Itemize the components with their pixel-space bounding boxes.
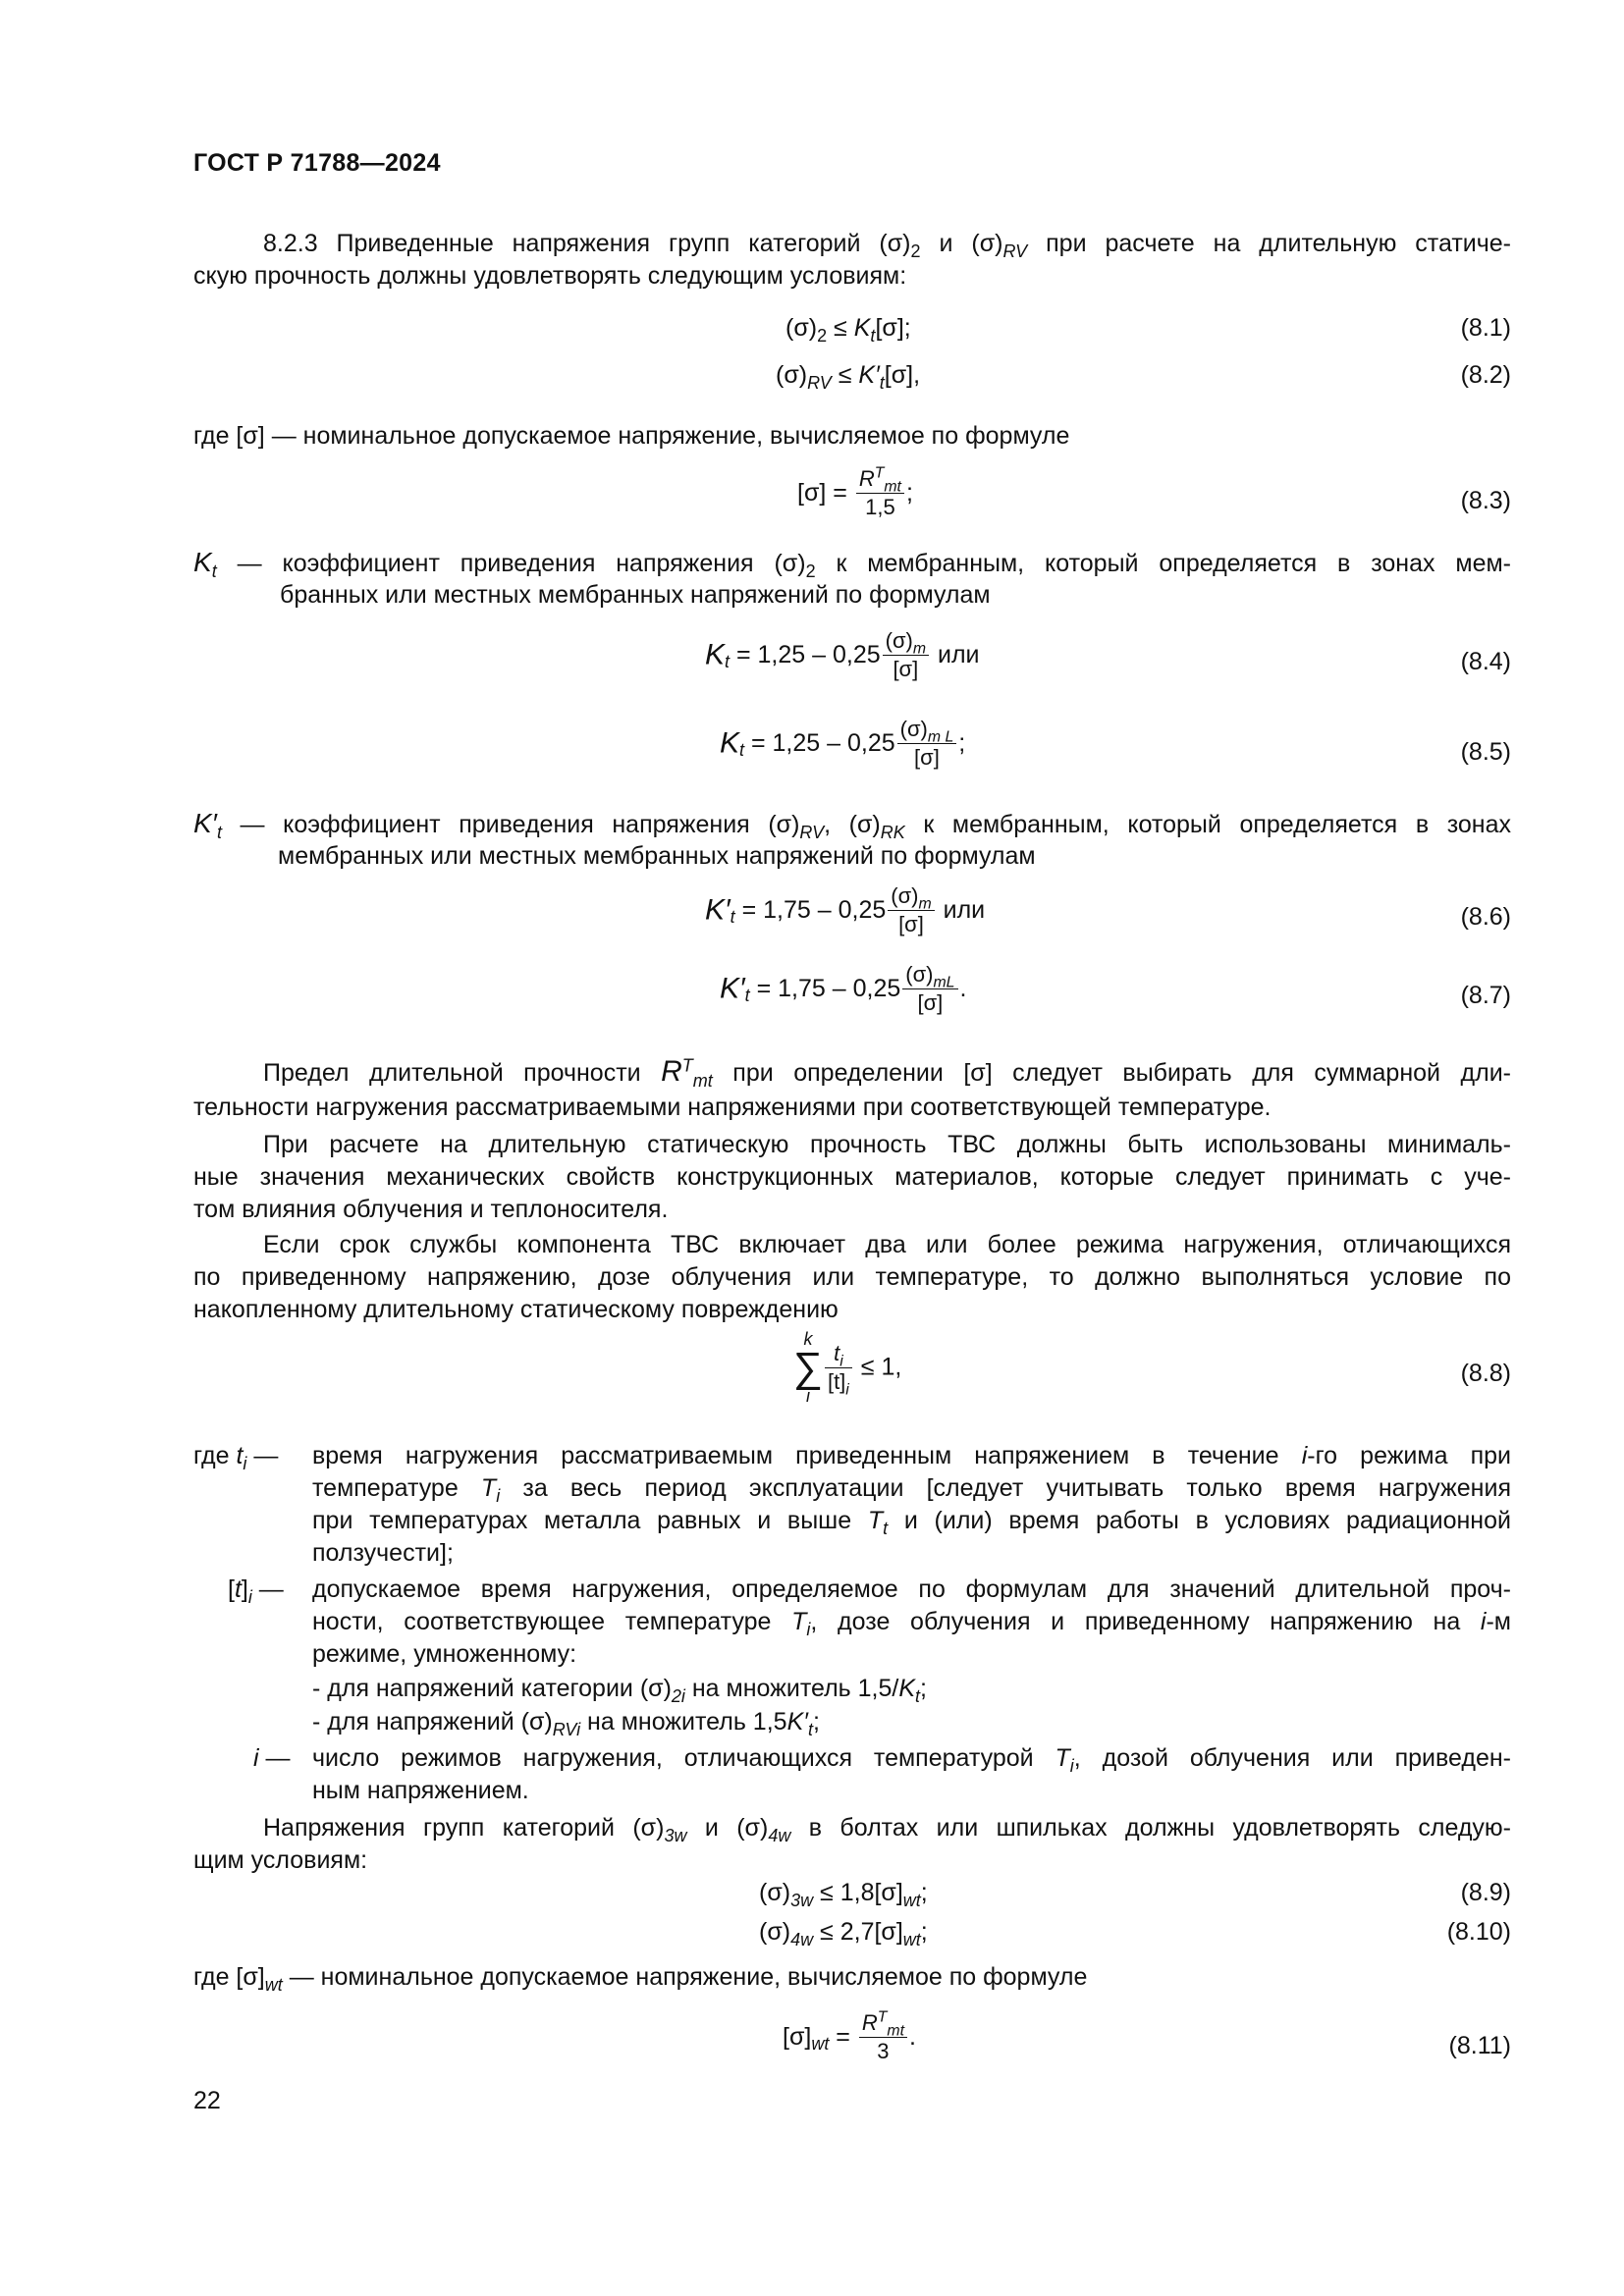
equation-number-8-2: (8.2)	[1460, 361, 1511, 389]
equation-8-7: $K'_t = 1,75 - 0,25$ $\frac{(\sigma)_{mL}}{[\sigma]}$ .	[720, 962, 967, 1015]
equation-number-8-6: (8.6)	[1460, 903, 1511, 931]
definition-ti-line1: время нагружения рассматриваемым приведенным напряжением в течение i-го режима при	[312, 1442, 1511, 1469]
definition-i-line1: число режимов нагружения, отличающихся температурой $T_i$, дозой облучения или приведен-	[312, 1744, 1511, 1776]
equation-number-8-10: (8.10)	[1446, 1918, 1511, 1946]
para-bolts-line2: щим условиям:	[193, 1846, 368, 1874]
equation-number-8-7: (8.7)	[1460, 982, 1511, 1009]
para-limit-line1: Предел длительной прочности $R^T_{mt}$ при определении [σ] следует выбирать для суммарной дли-	[263, 1055, 1511, 1091]
definition-kt-line1: $K_t$ — коэффициент приведения напряжения $(\sigma)_2$ к мембранным, который определяется в зонах мем-	[193, 547, 1512, 581]
equation-number-8-3: (8.3)	[1460, 487, 1511, 514]
para-823-line1: 8.2.3 Приведенные напряжения групп категорий $(\sigma)_2$ и $(\sigma)_{RV}$ при расчете на длительную статиче-	[263, 230, 1511, 261]
definition-i-label: i —	[253, 1744, 291, 1772]
equation-number-8-9: (8.9)	[1460, 1879, 1511, 1906]
definition-ti-label: где $t_i$ —	[193, 1442, 279, 1473]
equation-8-4: $K_t = 1,25 - 0,25$ $\frac{(\sigma)_m}{[\sigma]}$ или	[705, 628, 980, 681]
para-min-line1: При расчете на длительную статическую прочность ТВС должны быть использованы минималь-	[263, 1131, 1511, 1158]
definition-t-allowed-line1: допускаемое время нагружения, определяемое по формулам для значений длительной проч-	[312, 1575, 1511, 1603]
definition-kt-line2: бранных или местных мембранных напряжений по формулам	[280, 581, 991, 609]
equation-8-11: $[\sigma]_{wt}$ = $\frac{R^T_{mt}}{3}$ .	[783, 2008, 916, 2063]
equation-8-8: k ∑ i $\frac{t_i}{[t]_i}$ ≤ 1,	[793, 1329, 902, 1406]
definition-t-allowed-line2: ности, соответствующее температуре $T_i$, дозе облучения и приведенному напряжению на i-м	[312, 1608, 1511, 1639]
equation-8-10: $(\sigma)_{4w} \le 2,7[\sigma]_{wt}$;	[759, 1918, 928, 1949]
document-header: ГОСТ Р 71788—2024	[193, 149, 441, 177]
equation-8-5: $K_t = 1,25 - 0,25$ $\frac{(\sigma)_{m L}}{[\sigma]}$ ;	[720, 717, 966, 770]
equation-8-6: $K'_t = 1,75 - 0,25$ $\frac{(\sigma)_m}{[\sigma]}$ или	[705, 883, 986, 936]
definition-t-allowed-bullet1: - для напряжений категории $(\sigma)_{2i}$ на множитель $1,5/K_t$;	[312, 1675, 927, 1706]
para-bolts-line1: Напряжения групп категорий $(\sigma)_{3w}$ и $(\sigma)_{4w}$ в болтах или шпильках должны удовлетворять следую-	[263, 1814, 1512, 1845]
equation-8-1: $(\sigma)_2 \le K_t[\sigma]$;	[785, 314, 911, 346]
definition-i-line2: ным напряжением.	[312, 1777, 529, 1804]
definition-t-allowed-bullet2: - для напряжений $(\sigma)_{RVi}$ на множитель $1,5K'_t$;	[312, 1708, 820, 1739]
where-sigma-text: где [σ] — номинальное допускаемое напряжение, вычисляемое по формуле	[193, 422, 1070, 450]
para-min-line2: ные значения механических свойств конструкционных материалов, которые следует принимать с уче-	[193, 1163, 1511, 1191]
equation-number-8-4: (8.4)	[1460, 648, 1511, 675]
equation-number-8-8: (8.8)	[1460, 1360, 1511, 1387]
definition-t-allowed-label: $[t]_i$ —	[228, 1575, 284, 1607]
definition-ti-line4: ползучести];	[312, 1539, 454, 1567]
equation-number-8-1: (8.1)	[1460, 314, 1511, 342]
equation-8-3: [σ] = $\frac{R^T_{mt}}{1,5}$ ;	[797, 464, 913, 519]
equation-number-8-11: (8.11)	[1448, 2032, 1511, 2059]
para-min-line3: том влияния облучения и теплоносителя.	[193, 1196, 669, 1223]
para-service-line2: по приведенному напряжению, дозе облучения или температуре, то должно выполняться условие по	[193, 1263, 1511, 1291]
equation-8-9: $(\sigma)_{3w} \le 1,8[\sigma]_{wt}$;	[759, 1879, 928, 1910]
para-service-line3: накопленному длительному статическому повреждению	[193, 1296, 839, 1323]
para-limit-line2: тельности нагружения рассматриваемыми напряжениями при соответствующей температуре.	[193, 1094, 1272, 1121]
definition-ti-line3: при температурах металла равных и выше $T_t$ и (или) время работы в условиях радиационной	[312, 1507, 1511, 1538]
definition-kt-prime-line1: $K'_t$ — коэффициент приведения напряжения $(\sigma)_{RV}$, $(\sigma)_{RK}$ к мембранным, который определяется в зонах	[193, 808, 1511, 842]
definition-kt-prime-line2: мембранных или местных мембранных напряжений по формулам	[278, 842, 1036, 870]
definition-ti-line2: температуре $T_i$ за весь период эксплуатации [следует учитывать только время нагружения	[312, 1474, 1511, 1506]
page-number: 22	[193, 2087, 221, 2114]
para-823-line2: скую прочность должны удовлетворять следующим условиям:	[193, 262, 907, 290]
para-service-line1: Если срок службы компонента ТВС включает два или более режима нагружения, отличающихся	[263, 1231, 1511, 1258]
equation-number-8-5: (8.5)	[1460, 738, 1511, 766]
definition-t-allowed-line3: режиме, умноженному:	[312, 1640, 577, 1668]
where-sigma-wt-text: где $[\sigma]_{wt}$ — номинальное допускаемое напряжение, вычисляемое по формуле	[193, 1963, 1088, 1995]
equation-8-2: $(\sigma)_{RV} \le K'_t[\sigma]$,	[776, 361, 921, 393]
